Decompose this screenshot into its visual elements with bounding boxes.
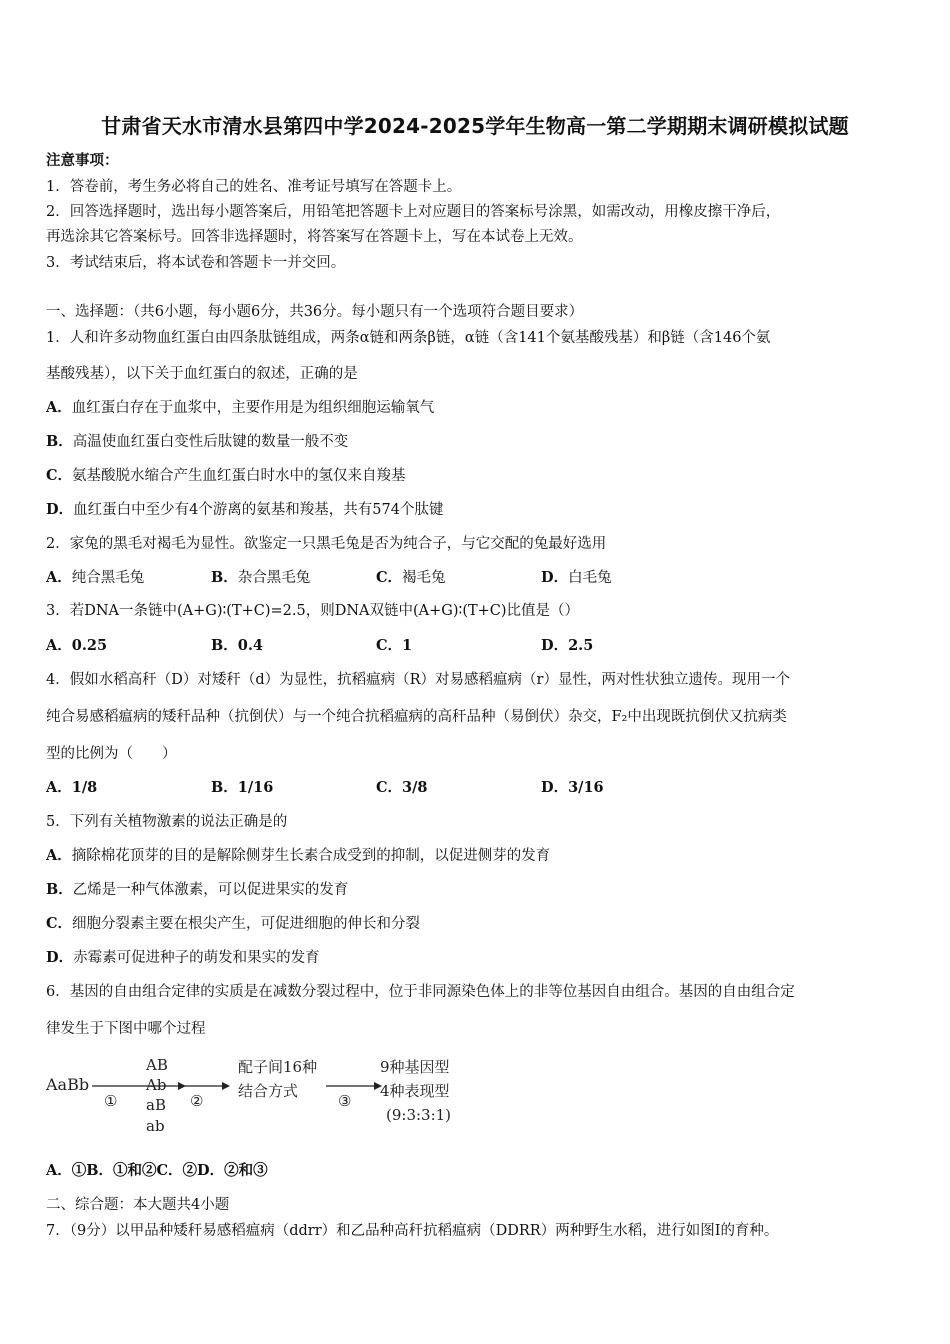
q2-option-b: B．杂合黑毛兔 [211, 569, 311, 586]
q6-stem-line-2: 律发生于下图中哪个过程 [46, 1021, 206, 1037]
q4-option-c-text: 3/8 [402, 779, 428, 796]
q7-stem: 7．（9分）以甲品种矮秆易感稻瘟病（ddrr）和乙品种高秆抗稻瘟病（DDRR）两种野生水稻，进行如图I的育种。 [46, 1223, 779, 1239]
q2-option-b-text: 杂合黑毛兔 [237, 570, 311, 586]
diagram-gamete-1: AB [146, 1056, 168, 1074]
diagram-combine-line-1: 配子间16种 [238, 1058, 318, 1076]
q4-stem-line-2: 纯合易感稻瘟病的矮秆品种（抗倒伏）与一个纯合抗稻瘟病的高秆品种（易倒伏）杂交，F₂中出现既抗倒伏又抗病类 [46, 709, 787, 725]
q2-option-a: A．纯合黑毛兔 [46, 569, 145, 586]
q1-option-d-text: 血红蛋白中至少有4个游离的氨基和羧基，共有574个肽键 [73, 502, 444, 518]
q1-stem-line-2: 基酸残基），以下关于血红蛋白的叙述，正确的是 [46, 366, 358, 382]
q5-option-a-text: 摘除棉花顶芽的目的是解除侧芽生长素合成受到的抑制，以促进侧芽的发育 [71, 848, 551, 864]
notice-heading: 注意事项： [46, 152, 119, 169]
q5-option-c-text: 细胞分裂素主要在根尖产生，可促进细胞的伸长和分裂 [72, 916, 421, 932]
q3-option-c-text: 1 [402, 637, 413, 654]
q3-option-a: A．0.25 [46, 637, 108, 654]
q4-option-d: D．3/16 [541, 779, 604, 796]
q4-option-a-text: 1/8 [71, 779, 98, 796]
section-2-heading: 二、综合题：本大题共4小题 [46, 1197, 230, 1213]
q6-options: A．①B．①和②C．②D．②和③ [46, 1162, 268, 1179]
q3-option-a-text: 0.25 [71, 637, 108, 654]
diagram-step-2: ② [190, 1092, 204, 1110]
notice-item-2a: 2．回答选择题时，选出每小题答案后，用铅笔把答题卡上对应题目的答案标号涂黑，如需改动，用橡皮擦干净后， [46, 204, 781, 220]
diagram-result-line-1: 9种基因型 [380, 1058, 450, 1076]
q4-stem-line-1: 4．假如水稻高秆（D）对矮秆（d）为显性，抗稻瘟病（R）对易感稻瘟病（r）显性，两对性状独立遗传。现用一个 [46, 672, 790, 688]
notice-item-2b: 再选涂其它答案标号。回答非选择题时，将答案写在答题卡上，写在本试卷上无效。 [46, 229, 583, 245]
q1-stem-line-1: 1．人和许多动物血红蛋白由四条肽链组成，两条α链和两条β链，α链（含141个氨基酸残基）和β链（含146个氨 [46, 330, 771, 346]
q1-option-c: C．氨基酸脱水缩合产生血红蛋白时水中的氢仅来自羧基 [46, 467, 406, 484]
diagram-gamete-4: ab [146, 1117, 165, 1135]
q5-option-b: B．乙烯是一种气体激素，可以促进果实的发育 [46, 881, 349, 898]
q3-option-b: B．0.4 [211, 637, 263, 654]
q1-option-d: D．血红蛋白中至少有4个游离的氨基和羧基，共有574个肽键 [46, 501, 444, 518]
q2-option-c: C．褐毛兔 [376, 569, 446, 586]
notice-item-3: 3．考试结束后，将本试卷和答题卡一并交回。 [46, 255, 346, 271]
q2-option-d-text: 白毛兔 [568, 570, 612, 586]
diagram-result-line-3: (9:3:3:1) [386, 1106, 452, 1124]
q4-option-d-text: 3/16 [568, 779, 604, 796]
diagram-step-1: ① [104, 1092, 118, 1110]
q5-option-b-text: 乙烯是一种气体激素，可以促进果实的发育 [72, 882, 349, 898]
q3-option-d: D．2.5 [541, 637, 594, 654]
exam-title: 甘肃省天水市清水县第四中学2024-2025学年生物高一第二学期期末调研模拟试题 [101, 114, 849, 138]
notice-item-1: 1．答卷前，考生务必将自己的姓名、准考证号填写在答题卡上。 [46, 179, 462, 195]
diagram-gamete-2: Ab [146, 1076, 167, 1094]
q5-option-d-text: 赤霉素可促进种子的萌发和果实的发育 [73, 950, 320, 966]
diagram-arrowhead-2 [222, 1082, 230, 1090]
q4-option-b: B．1/16 [211, 779, 274, 796]
q1-option-a-text: 血红蛋白存在于血浆中，主要作用是为组织细胞运输氧气 [71, 400, 435, 416]
q5-stem: 5．下列有关植物激素的说法正确是的 [46, 814, 288, 830]
q4-option-b-text: 1/16 [237, 779, 274, 796]
q4-stem-line-3: 型的比例为（ ） [46, 746, 177, 762]
q2-option-a-text: 纯合黑毛兔 [71, 570, 145, 586]
q1-option-b-text: 高温使血红蛋白变性后肽键的数量一般不变 [72, 434, 349, 450]
q1-option-b: B．高温使血红蛋白变性后肽键的数量一般不变 [46, 433, 349, 450]
diagram-start-genotype: AaBb [46, 1075, 90, 1094]
q1-option-c-text: 氨基酸脱水缩合产生血红蛋白时水中的氢仅来自羧基 [72, 468, 406, 484]
q4-option-a: A．1/8 [46, 779, 98, 796]
q5-option-d: D．赤霉素可促进种子的萌发和果实的发育 [46, 949, 320, 966]
q5-option-a: A．摘除棉花顶芽的目的是解除侧芽生长素合成受到的抑制，以促进侧芽的发育 [46, 847, 551, 864]
q4-option-c: C．3/8 [376, 779, 428, 796]
q6-process-diagram [40, 1050, 470, 1140]
q3-option-c: C．1 [376, 637, 413, 654]
q2-stem: 2．家兔的黑毛对褐毛为显性。欲鉴定一只黑毛兔是否为纯合子，与它交配的兔最好选用 [46, 536, 607, 552]
diagram-result-line-2: 4种表现型 [380, 1082, 450, 1100]
q3-option-b-text: 0.4 [237, 637, 263, 654]
diagram-combine-line-2: 结合方式 [238, 1082, 299, 1100]
diagram-gamete-3: aB [146, 1096, 166, 1114]
q6-stem-line-1: 6．基因的自由组合定律的实质是在减数分裂过程中，位于非同源染色体上的非等位基因自由组合。基因的自由组合定 [46, 984, 795, 1000]
q3-stem: 3．若DNA一条链中(A+G)∶(T+C)=2.5，则DNA双链中(A+G)∶(T+C)比值是（） [46, 603, 580, 619]
q5-option-c: C．细胞分裂素主要在根尖产生，可促进细胞的伸长和分裂 [46, 915, 421, 932]
q2-option-c-text: 褐毛兔 [402, 570, 446, 586]
q2-option-d: D．白毛兔 [541, 569, 612, 586]
section-1-heading: 一、选择题：（共6小题，每小题6分，共36分。每小题只有一个选项符合题目要求） [46, 304, 584, 320]
q1-option-a: A．血红蛋白存在于血浆中，主要作用是为组织细胞运输氧气 [46, 399, 435, 416]
diagram-step-3: ③ [338, 1092, 352, 1110]
q3-option-d-text: 2.5 [568, 637, 594, 654]
